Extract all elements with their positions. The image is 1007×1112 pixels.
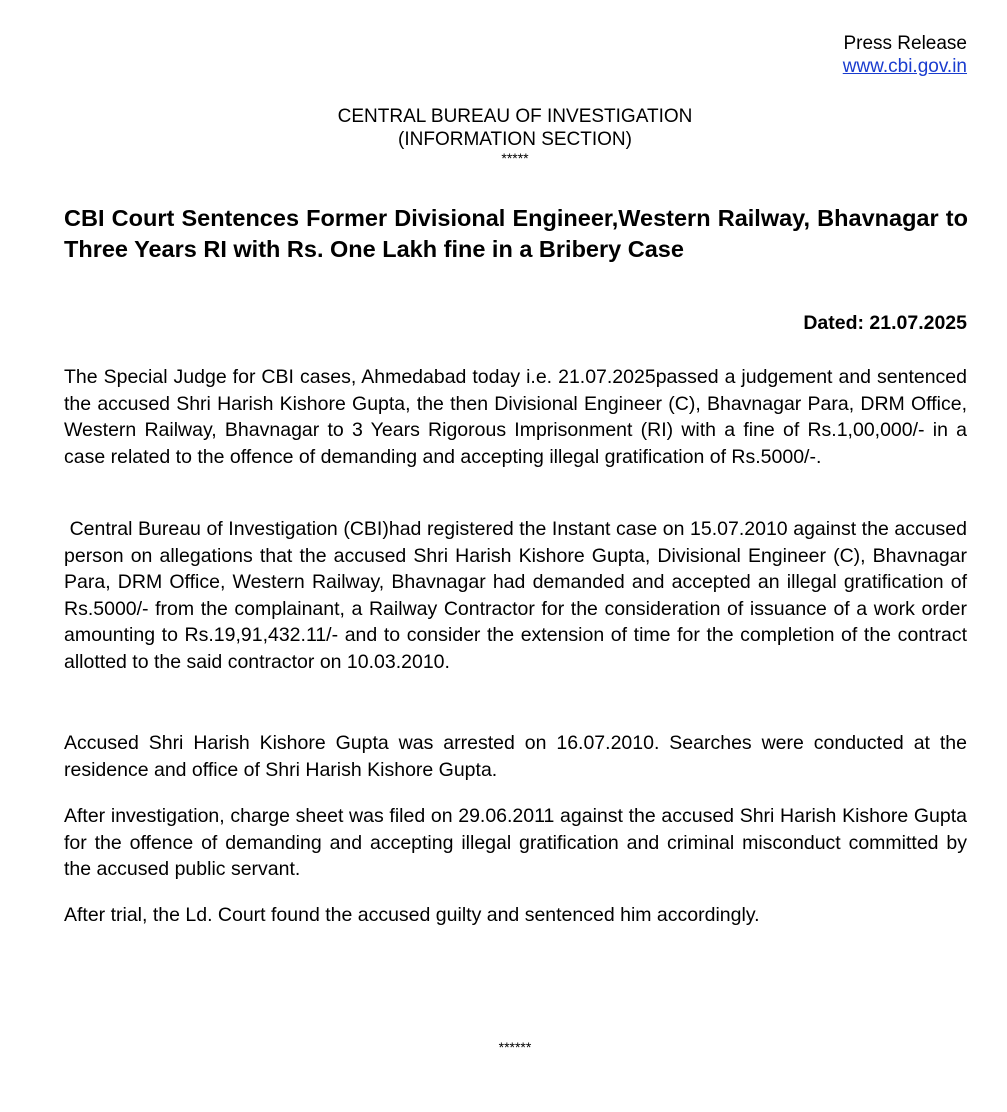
organization-name: CENTRAL BUREAU OF INVESTIGATION (337, 106, 693, 127)
paragraph-charge-sheet: After investigation, charge sheet was filed on 29.06.2011 against the accused Shri Harish Kishore Gupta for the offence of demanding and accepting illegal gratification and criminal misconduct committed by the accused public servant. (64, 805, 967, 880)
organization-section: (INFORMATION SECTION) (398, 129, 632, 150)
date-line: Dated: 21.07.2025 (803, 312, 967, 334)
paragraph-judgement: The Special Judge for CBI cases, Ahmedabad today i.e. 21.07.2025passed a judgement and sentenced the accused Shri Harish Kishore Gupta, the then Divisional Engineer (C), Bhavnagar Para, DRM Office, Western Railway, Bhavnagar to 3 Years Rigorous Imprisonment (RI) with a fine of Rs.1,00,000/- in a case related to the offence of demanding and accepting illegal gratification of Rs.5000/-. (64, 366, 967, 468)
header-separator: ***** (501, 150, 529, 166)
website-link[interactable]: www.cbi.gov.in (842, 56, 967, 77)
press-release-block (843, 32, 967, 78)
paragraph-trial-outcome: After trial, the Ld. Court found the accused guilty and sentenced him accordingly. (64, 904, 760, 926)
headline: CBI Court Sentences Former Divisional Engineer,Western Railway, Bhavnagar to Three Years RI with Rs. One Lakh fine in a Bribery Case (64, 205, 968, 262)
paragraph-case-registration: Central Bureau of Investigation (CBI)had registered the Instant case on 15.07.2010 against the accused person on allegations that the accused Shri Harish Kishore Gupta, Divisional Engineer (C), Bhavnagar Para, DRM Office, Western Railway, Bhavnagar had demanded and accepted an illegal gratification of Rs.5000/- from the complainant, a Railway Contractor for the consideration of issuance of a work order amounting to Rs.19,91,432.11/- and to consider the extension of time for the completion of the contract allotted to the said contractor on 10.03.2010. (64, 518, 967, 673)
press-release-label: Press Release (843, 33, 967, 54)
paragraph-arrest: Accused Shri Harish Kishore Gupta was arrested on 16.07.2010. Searches were conducted at the residence and office of Shri Harish Kishore Gupta. (64, 732, 967, 781)
footer-separator: ****** (498, 1039, 532, 1055)
organization-header (0, 105, 1007, 165)
